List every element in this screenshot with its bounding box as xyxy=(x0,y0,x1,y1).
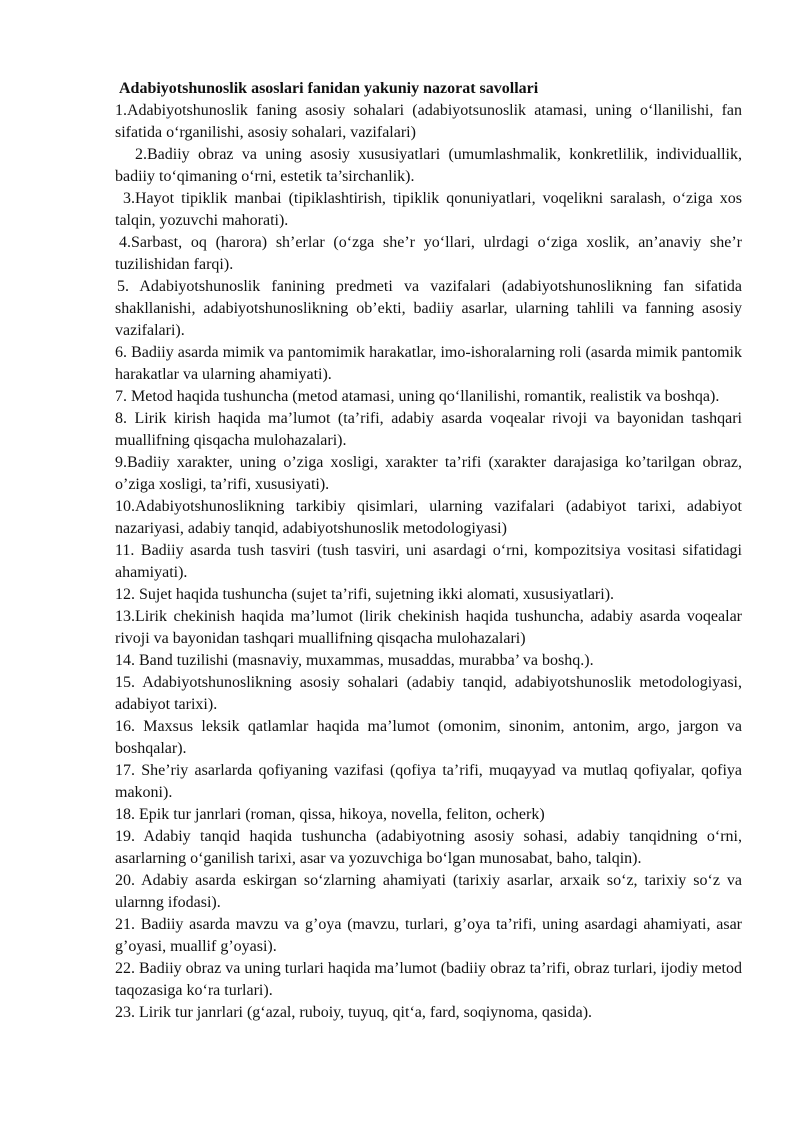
document-content xyxy=(115,78,742,1024)
question-item: 7. Metod haqida tushuncha (metod atamasi, uning qo‘llanilishi, romantik, realistik va boshqa). xyxy=(115,388,720,405)
question-item: 8. Lirik kirish haqida ma’lumot (ta’rifi, adabiy asarda voqealar rivoji va bayonidan tashqari muallifning qisqacha mulohazalari). xyxy=(115,410,742,449)
question-item: 20. Adabiy asarda eskirgan so‘zlarning ahamiyati (tarixiy asarlar, arxaik so‘z, tarixiy so‘z va ularnng ifodasi). xyxy=(115,872,742,911)
question-item: 2.Badiiy obraz va uning asosiy xususiyatlari (umumlashmalik, konkretlilik, individuallik, badiiy to‘qimaning o‘rni, estetik ta’sirchanlik). xyxy=(115,146,742,185)
question-item: 12. Sujet haqida tushuncha (sujet ta’rifi, sujetning ikki alomati, xususiyatlari). xyxy=(115,586,615,603)
question-item: 22. Badiiy obraz va uning turlari haqida ma’lumot (badiiy obraz ta’rifi, obraz turlari, ijodiy metod taqozasiga ko‘ra turlari). xyxy=(115,960,742,999)
question-item: 9.Badiiy xarakter, uning o’ziga xosligi, xarakter ta’rifi (xarakter darajasiga ko’tarilgan obraz, o’ziga xosligi, ta’rifi, xususiyati). xyxy=(115,454,742,493)
question-item: 18. Epik tur janrlari (roman, qissa, hikoya, novella, feliton, ocherk) xyxy=(115,806,545,823)
question-item: 23. Lirik tur janrlari (g‘azal, ruboiy, tuyuq, qit‘a, fard, soqiynoma, qasida). xyxy=(115,1004,593,1021)
question-item: 3.Hayot tipiklik manbai (tipiklashtirish, tipiklik qonuniyatlari, voqelikni saralash, o‘ziga xos talqin, yozuvchi mahorati). xyxy=(115,190,742,229)
question-item: 10.Adabiyotshunoslikning tarkibiy qisimlari, ularning vazifalari (adabiyot tarixi, adabiyot nazariyasi, adabiy tanqid, adabiyotshunoslik metodologiyasi) xyxy=(115,498,742,537)
question-item: 14. Band tuzilishi (masnaviy, muxammas, musaddas, murabba’ va boshq.). xyxy=(115,652,594,669)
question-item: 15. Adabiyotshunoslikning asosiy sohalari (adabiy tanqid, adabiyotshunoslik metodologiyasi, adabiyot tarixi). xyxy=(115,674,742,713)
document-title: Adabiyotshunoslik asoslari fanidan yakuniy nazorat savollari xyxy=(119,80,539,97)
question-item: 16. Maxsus leksik qatlamlar haqida ma’lumot (omonim, sinonim, antonim, argo, jargon va boshqalar). xyxy=(115,718,742,757)
question-item: 17. She’riy asarlarda qofiyaning vazifasi (qofiya ta’rifi, muqayyad va mutlaq qofiyalar, qofiya makoni). xyxy=(115,762,742,801)
question-item: 1.Adabiyotshunoslik faning asosiy sohalari (adabiyotsunoslik atamasi, uning o‘llanilishi, fan sifatida o‘rganilishi, asosiy sohalari, vazifalari) xyxy=(115,102,742,141)
question-item: 5. Adabiyotshunoslik fanining predmeti va vazifalari (adabiyotshunoslikning fan sifatida shakllanishi, adabiyotshunoslikning ob’ekti, badiiy asarlar, ularning tahlili va fanning asosiy vazifalari). xyxy=(115,278,742,339)
question-item: 21. Badiiy asarda mavzu va g’oya (mavzu, turlari, g’oya ta’rifi, uning asardagi ahamiyati, asar g’oyasi, muallif g’oyasi). xyxy=(115,916,742,955)
question-item: 11. Badiiy asarda tush tasviri (tush tasviri, uni asardagi o‘rni, kompozitsiya vositasi sifatidagi ahamiyati). xyxy=(115,542,742,581)
question-item: 6. Badiiy asarda mimik va pantomimik harakatlar, imo-ishoralarning roli (asarda mimik pantomik harakatlar va ularning ahamiyati). xyxy=(115,344,742,383)
question-item: 13.Lirik chekinish haqida ma’lumot (lirik chekinish haqida tushuncha, adabiy asarda voqealar rivoji va bayonidan tashqari muallifning qisqacha mulohazalari) xyxy=(115,608,742,647)
question-item: 19. Adabiy tanqid haqida tushuncha (adabiyotning asosiy sohasi, adabiy tanqidning o‘rni, asarlarning o‘ganilish tarixi, asar va yozuvchiga bo‘lgan munosabat, baho, talqin). xyxy=(115,828,742,867)
question-item: 4.Sarbast, oq (harora) sh’erlar (o‘zga she’r yo‘llari, ulrdagi o‘ziga xoslik, an’anaviy she’r tuzilishidan farqi). xyxy=(115,234,742,273)
